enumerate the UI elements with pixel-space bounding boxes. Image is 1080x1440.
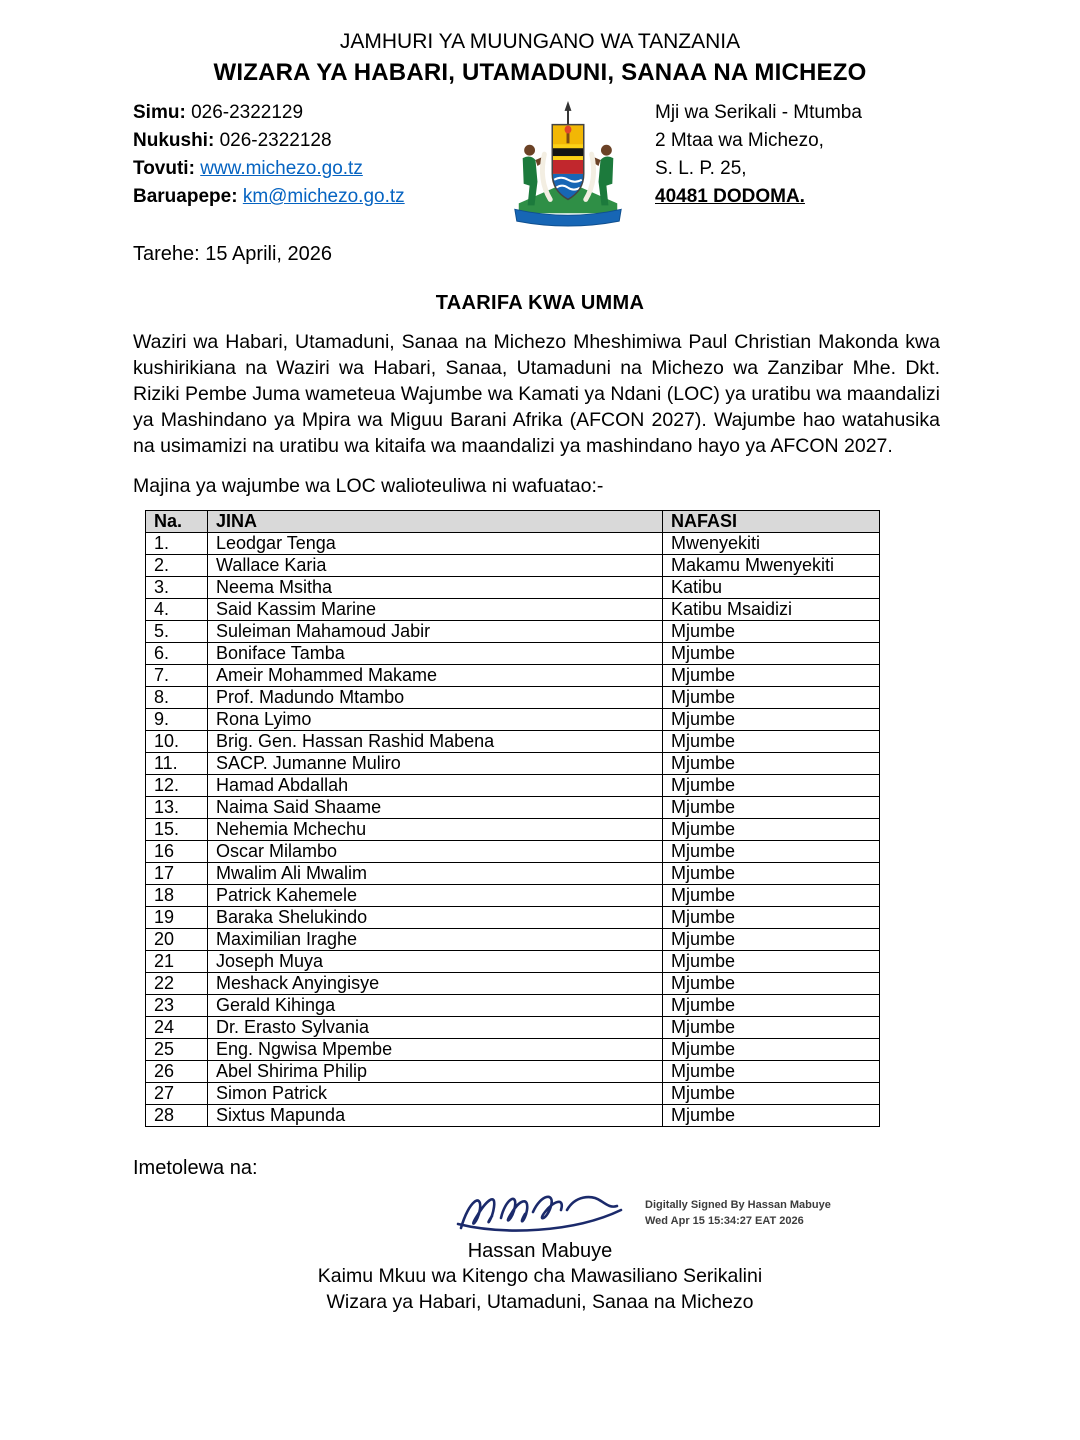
cell-nafasi: Mjumbe <box>663 1083 880 1105</box>
email-label: Baruapepe: <box>133 186 238 207</box>
cell-jina: Patrick Kahemele <box>208 885 663 907</box>
cell-jina: Maximilian Iraghe <box>208 929 663 951</box>
table-row <box>146 1017 880 1039</box>
cell-jina: Sixtus Mapunda <box>208 1105 663 1127</box>
cell-nafasi: Mjumbe <box>663 1039 880 1061</box>
list-intro: Majina ya wajumbe wa LOC walioteuliwa ni wafuatao:- <box>133 475 604 497</box>
cell-nafasi: Mwenyekiti <box>663 533 880 555</box>
header-na: Na. <box>146 511 208 533</box>
phone-line <box>133 99 480 127</box>
cell-jina: SACP. Jumanne Muliro <box>208 753 663 775</box>
cell-jina: Brig. Gen. Hassan Rashid Mabena <box>208 731 663 753</box>
cell-jina: Gerald Kihinga <box>208 995 663 1017</box>
cell-na: 2. <box>146 555 208 577</box>
cell-jina: Hamad Abdallah <box>208 775 663 797</box>
cell-na: 16 <box>146 841 208 863</box>
cell-nafasi: Mjumbe <box>663 665 880 687</box>
cell-na: 28 <box>146 1105 208 1127</box>
table-row <box>146 973 880 995</box>
cell-na: 8. <box>146 687 208 709</box>
table-row <box>146 907 880 929</box>
table-row <box>146 951 880 973</box>
cell-nafasi: Mjumbe <box>663 731 880 753</box>
address-line-3: S. L. P. 25, <box>655 158 747 179</box>
cell-na: 27 <box>146 1083 208 1105</box>
signatory-title: Kaimu Mkuu wa Kitengo cha Mawasiliano Serikalini <box>317 1265 763 1287</box>
table-row <box>146 1105 880 1127</box>
website-label: Tovuti: <box>133 158 195 179</box>
cell-na: 24 <box>146 1017 208 1039</box>
table-row <box>146 819 880 841</box>
cell-jina: Simon Patrick <box>208 1083 663 1105</box>
cell-jina: Joseph Muya <box>208 951 663 973</box>
cell-nafasi: Mjumbe <box>663 709 880 731</box>
cell-na: 15. <box>146 819 208 841</box>
table-row <box>146 1083 880 1105</box>
table-row <box>146 577 880 599</box>
address-block <box>655 99 862 211</box>
cell-jina: Rona Lyimo <box>208 709 663 731</box>
cell-nafasi: Mjumbe <box>663 687 880 709</box>
cell-nafasi: Mjumbe <box>663 995 880 1017</box>
table-row <box>146 665 880 687</box>
signatory-org: Wizara ya Habari, Utamaduni, Sanaa na Michezo <box>326 1291 754 1313</box>
cell-jina: Said Kassim Marine <box>208 599 663 621</box>
cell-jina: Boniface Tamba <box>208 643 663 665</box>
address-line-1: Mji wa Serikali - Mtumba <box>655 102 862 123</box>
table-row <box>146 929 880 951</box>
phone-value: 026-2322129 <box>191 102 304 123</box>
cell-na: 10. <box>146 731 208 753</box>
cell-nafasi: Mjumbe <box>663 1105 880 1127</box>
cell-nafasi: Mjumbe <box>663 621 880 643</box>
fax-line <box>133 127 480 155</box>
email-link[interactable]: km@michezo.go.tz <box>242 186 405 207</box>
cell-na: 26 <box>146 1061 208 1083</box>
cell-nafasi: Mjumbe <box>663 929 880 951</box>
cell-nafasi: Mjumbe <box>663 885 880 907</box>
table-row <box>146 885 880 907</box>
header-nafasi: NAFASI <box>663 511 880 533</box>
table-row <box>146 841 880 863</box>
cell-jina: Neema Msitha <box>208 577 663 599</box>
cell-na: 11. <box>146 753 208 775</box>
fax-value: 026-2322128 <box>219 130 332 151</box>
table-row <box>146 555 880 577</box>
cell-nafasi: Mjumbe <box>663 907 880 929</box>
table-row <box>146 753 880 775</box>
cell-jina: Mwalim Ali Mwalim <box>208 863 663 885</box>
cell-na: 1. <box>146 533 208 555</box>
phone-label: Simu: <box>133 102 186 123</box>
cell-jina: Meshack Anyingisye <box>208 973 663 995</box>
cell-nafasi: Mjumbe <box>663 841 880 863</box>
digital-signature-text <box>645 1197 831 1229</box>
cell-jina: Prof. Madundo Mtambo <box>208 687 663 709</box>
table-row <box>146 533 880 555</box>
cell-nafasi: Mjumbe <box>663 797 880 819</box>
table-row <box>146 1061 880 1083</box>
cell-jina: Ameir Mohammed Makame <box>208 665 663 687</box>
cell-jina: Abel Shirima Philip <box>208 1061 663 1083</box>
table-header-row <box>146 511 880 533</box>
header-jina: JINA <box>208 511 663 533</box>
website-link[interactable]: www.michezo.go.tz <box>200 158 363 179</box>
cell-na: 6. <box>146 643 208 665</box>
table-row <box>146 687 880 709</box>
cell-na: 9. <box>146 709 208 731</box>
table-row <box>146 709 880 731</box>
cell-nafasi: Mjumbe <box>663 1017 880 1039</box>
cell-na: 25 <box>146 1039 208 1061</box>
cell-na: 20 <box>146 929 208 951</box>
website-line <box>133 155 480 183</box>
cell-na: 4. <box>146 599 208 621</box>
cell-nafasi: Mjumbe <box>663 973 880 995</box>
cell-jina: Wallace Karia <box>208 555 663 577</box>
table-row <box>146 731 880 753</box>
coat-of-arms <box>480 99 655 229</box>
cell-nafasi: Mjumbe <box>663 643 880 665</box>
cell-nafasi: Katibu <box>663 577 880 599</box>
cell-jina: Oscar Milambo <box>208 841 663 863</box>
table-row <box>146 797 880 819</box>
signature-block <box>455 1188 1080 1238</box>
cell-na: 22 <box>146 973 208 995</box>
body-paragraph: Waziri wa Habari, Utamaduni, Sanaa na Michezo Mheshimiwa Paul Christian Makonda kwa kushirikiana na Waziri wa Habari, Sanaa, Utamaduni na Michezo wa Zanzibar Mhe. Dkt. Riziki Pembe Juma wameteua Wajumbe wa Kamati ya Ndani (LOC) ya uratibu wa maandalizi ya Mashindano ya Mpira wa Miguu Barani Afrika (AFCON 2027). Wajumbe hao watahusika na usimamizi na uratibu wa kitaifa wa maandalizi ya mashindano hayo ya AFCON 2027. <box>133 331 940 457</box>
cell-na: 12. <box>146 775 208 797</box>
digital-signature-line1: Digitally Signed By Hassan Mabuye <box>645 1199 831 1211</box>
table-row <box>146 1039 880 1061</box>
cell-nafasi: Mjumbe <box>663 863 880 885</box>
cell-jina: Dr. Erasto Sylvania <box>208 1017 663 1039</box>
cell-na: 17 <box>146 863 208 885</box>
table-row <box>146 995 880 1017</box>
table-row <box>146 775 880 797</box>
cell-jina: Nehemia Mchechu <box>208 819 663 841</box>
cell-jina: Eng. Ngwisa Mpembe <box>208 1039 663 1061</box>
cell-na: 3. <box>146 577 208 599</box>
cell-na: 5. <box>146 621 208 643</box>
cell-nafasi: Mjumbe <box>663 951 880 973</box>
signatory-name: Hassan Mabuye <box>467 1240 613 1262</box>
address-line-4: 40481 DODOMA. <box>655 186 805 207</box>
notice-title: TAARIFA KWA UMMA <box>435 292 645 314</box>
cell-nafasi: Mjumbe <box>663 819 880 841</box>
address-line-2: 2 Mtaa wa Michezo, <box>655 130 824 151</box>
cell-na: 21 <box>146 951 208 973</box>
date-line: Tarehe: 15 Aprili, 2026 <box>133 243 333 265</box>
cell-nafasi: Makamu Mwenyekiti <box>663 555 880 577</box>
cell-na: 18 <box>146 885 208 907</box>
letterhead <box>133 99 1080 229</box>
cell-na: 23 <box>146 995 208 1017</box>
cell-jina: Leodgar Tenga <box>208 533 663 555</box>
cell-nafasi: Mjumbe <box>663 1061 880 1083</box>
table-row <box>146 643 880 665</box>
email-line <box>133 183 480 211</box>
signature-icon <box>455 1188 625 1238</box>
cell-nafasi: Mjumbe <box>663 753 880 775</box>
ministry-title: WIZARA YA HABARI, UTAMADUNI, SANAA NA MICHEZO <box>213 59 867 86</box>
table-row <box>146 863 880 885</box>
cell-jina: Baraka Shelukindo <box>208 907 663 929</box>
contact-block <box>133 99 480 211</box>
fax-label: Nukushi: <box>133 130 215 151</box>
issued-label: Imetolewa na: <box>133 1157 258 1179</box>
cell-jina: Naima Said Shaame <box>208 797 663 819</box>
loc-table-body <box>146 533 880 1127</box>
cell-nafasi: Katibu Msaidizi <box>663 599 880 621</box>
country-title: JAMHURI YA MUUNGANO WA TANZANIA <box>339 30 741 53</box>
cell-jina: Suleiman Mahamoud Jabir <box>208 621 663 643</box>
table-row <box>146 599 880 621</box>
table-row <box>146 621 880 643</box>
digital-signature-line2: Wed Apr 15 15:34:27 EAT 2026 <box>645 1215 804 1227</box>
cell-nafasi: Mjumbe <box>663 775 880 797</box>
loc-members-table <box>145 510 880 1127</box>
cell-na: 7. <box>146 665 208 687</box>
cell-na: 19 <box>146 907 208 929</box>
cell-na: 13. <box>146 797 208 819</box>
